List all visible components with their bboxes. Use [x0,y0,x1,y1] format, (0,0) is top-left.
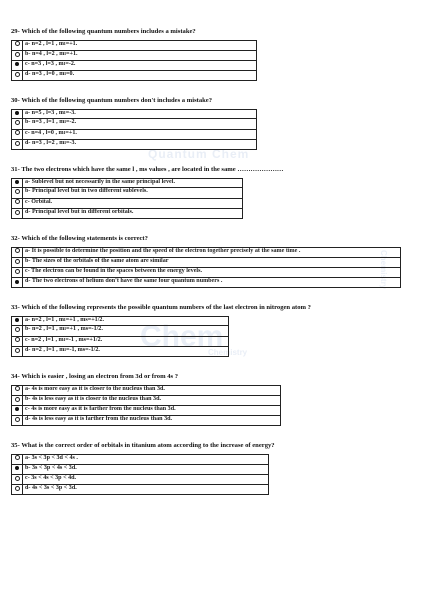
radio-empty-icon[interactable] [15,476,20,481]
option-row[interactable] [12,464,269,474]
option-label: d- n=3 , l=2 , mₗ=-3. [23,139,257,149]
option-row[interactable] [12,208,243,218]
option-row[interactable] [12,60,257,70]
option-label: a- n=5 , l=3 , mₗ=-3. [23,109,257,119]
radio-empty-icon[interactable] [15,72,20,77]
option-row[interactable] [12,474,269,484]
radio-cell[interactable] [12,50,23,60]
option-label: c- The electron can be found in the spaces between the energy levels. [23,267,401,277]
radio-empty-icon[interactable] [15,141,20,146]
option-row[interactable] [12,454,269,464]
question-34 [11,373,401,426]
question-text: 31- The two electrons which have the same l , ms values , are located in the same ………………… [11,166,284,174]
option-row[interactable] [12,188,243,198]
watermark-small: Chemistry [208,348,248,357]
option-row[interactable] [12,385,281,395]
option-row[interactable] [12,257,401,267]
option-row[interactable] [12,119,257,129]
watermark-vertical: Chemistry [379,250,388,290]
answer-options [11,454,269,496]
radio-cell[interactable] [12,257,23,267]
radio-cell[interactable] [12,267,23,277]
radio-cell[interactable] [12,316,23,326]
option-row[interactable] [12,316,229,326]
radio-cell[interactable] [12,464,23,474]
option-label: a- 3s < 3p < 3d < 4s . [23,454,269,464]
option-row[interactable] [12,415,281,425]
option-label: b- n=4 , l=2 , mₗ=+1. [23,50,257,60]
radio-cell[interactable] [12,326,23,336]
option-row[interactable] [12,247,401,257]
answer-options [11,247,401,289]
option-label: a- It is possible to determine the position and the speed of the electron together precisely at the same time . [23,247,401,257]
radio-selected-icon[interactable] [15,62,19,66]
option-row[interactable] [12,405,281,415]
answer-options [11,178,243,220]
radio-cell[interactable] [12,40,23,50]
option-row[interactable] [12,178,243,188]
question-33 [11,304,401,357]
option-label: c- 4s is more easy as it is farther from the nucleus than 3d. [23,405,281,415]
radio-empty-icon[interactable] [15,199,20,204]
radio-cell[interactable] [12,385,23,395]
option-row[interactable] [12,198,243,208]
option-label: b- n=2 , l=1 , mₗ=+1 , ms=-1/2. [23,326,229,336]
option-row[interactable] [12,50,257,60]
radio-cell[interactable] [12,415,23,425]
option-row[interactable] [12,139,257,149]
radio-cell[interactable] [12,278,23,288]
answer-options [11,109,257,151]
radio-cell[interactable] [12,395,23,405]
radio-cell[interactable] [12,139,23,149]
radio-empty-icon[interactable] [15,120,20,125]
option-label: b- The sizes of the orbitals of the same atom are similar [23,257,401,267]
option-label: b- 4s is less easy as it is closer to the nucleus than 3d. [23,395,281,405]
option-label: b- n=3 , l=1 , mₗ=-2. [23,119,257,129]
radio-empty-icon[interactable] [15,130,20,135]
radio-empty-icon[interactable] [15,41,20,46]
radio-cell[interactable] [12,454,23,464]
radio-selected-icon[interactable] [15,180,19,184]
option-row[interactable] [12,267,401,277]
option-label: c- n=4 , l=0 , mₗ=+1. [23,129,257,139]
radio-empty-icon[interactable] [15,486,20,491]
question-32 [11,235,401,288]
option-row[interactable] [12,395,281,405]
option-label: d- Principal level but in different orbitals. [23,208,243,218]
option-label: b- Principal level but in two different sublevels. [23,188,243,198]
option-row[interactable] [12,70,257,80]
radio-cell[interactable] [12,405,23,415]
radio-empty-icon[interactable] [15,386,20,391]
question-text: 30- Which of the following quantum numbers don't includes a mistake? [11,97,213,105]
option-row[interactable] [12,40,257,50]
option-row[interactable] [12,129,257,139]
option-label: d- The two electrons of helium don't have the same four quantum numbers . [23,278,401,288]
option-row[interactable] [12,346,229,356]
option-label: a- n=2 , l=1 , mₗ=+1. [23,40,257,50]
radio-selected-icon[interactable] [15,407,19,411]
option-label: c- 3s < 4s < 3p < 4d. [23,474,269,484]
option-label: a- n=2 , l=1 , mₗ=+1 , ms=+1/2. [23,316,229,326]
radio-cell[interactable] [12,336,23,346]
radio-empty-icon[interactable] [15,337,20,342]
question-29 [11,28,401,81]
watermark: Quantum Chem [148,147,250,161]
radio-cell[interactable] [12,484,23,494]
radio-empty-icon[interactable] [15,327,20,332]
option-label: c- n=3 , l=3 , mₗ=-2. [23,60,257,70]
radio-cell[interactable] [12,109,23,119]
option-label: a- 4s is more easy as it is closer to the nucleus than 3d. [23,385,281,395]
radio-selected-icon[interactable] [15,318,19,322]
radio-selected-icon[interactable] [15,466,19,470]
question-text: 34- Which is easier , losing an electron from 3d or from 4s ? [11,373,179,381]
answer-options [11,385,281,427]
question-text: 35- What is the correct order of orbitals in titanium atom according to the increase of energy? [11,442,275,450]
radio-selected-icon[interactable] [15,111,19,115]
option-row[interactable] [12,336,229,346]
radio-cell[interactable] [12,119,23,129]
radio-empty-icon[interactable] [15,397,20,402]
option-label: d- 4s < 3s < 3p < 3d. [23,484,269,494]
radio-cell[interactable] [12,346,23,356]
radio-empty-icon[interactable] [15,269,20,274]
option-label: d- n=2 , l=1 , mₗ=-1, ms=-1/2. [23,346,229,356]
option-row[interactable] [12,109,257,119]
radio-empty-icon[interactable] [15,455,20,460]
question-text: 32- Which of the following statements is correct? [11,235,148,243]
radio-cell[interactable] [12,247,23,257]
option-label: c- Orbital. [23,198,243,208]
answer-options [11,316,229,358]
radio-cell[interactable] [12,178,23,188]
question-35 [11,442,401,495]
option-label: c- n=2 , l=1 , mₗ=-1 , ms=+1/2. [23,336,229,346]
question-30 [11,97,401,150]
radio-cell[interactable] [12,70,23,80]
option-label: d- 4s is less easy as it is farther from the nucleus than 3d. [23,415,281,425]
option-row[interactable] [12,484,269,494]
option-label: d- n=3 , l=0 , mₗ=0. [23,70,257,80]
radio-cell[interactable] [12,474,23,484]
option-label: a- Sublevel but not necessarily in the same principal level. [23,178,243,188]
radio-empty-icon[interactable] [15,259,20,264]
answer-options [11,40,257,82]
radio-empty-icon[interactable] [15,248,20,253]
question-text: 29- Which of the following quantum numbers includes a mistake? [11,28,196,35]
option-label: b- 3s < 3p < 4s < 3d. [23,464,269,474]
radio-empty-icon[interactable] [15,417,20,422]
radio-empty-icon[interactable] [15,52,20,57]
option-row[interactable] [12,326,229,336]
radio-cell[interactable] [12,188,23,198]
radio-selected-icon[interactable] [15,280,19,284]
radio-empty-icon[interactable] [15,210,20,215]
option-row[interactable] [12,278,401,288]
question-text: 33- Which of the following represents the possible quantum numbers of the last electron in nitrogen atom ? [11,304,311,312]
watermark-large: Chem [140,320,224,353]
radio-cell[interactable] [12,129,23,139]
radio-empty-icon[interactable] [15,348,20,353]
radio-cell[interactable] [12,60,23,70]
question-31 [11,166,401,219]
radio-empty-icon[interactable] [15,189,20,194]
radio-cell[interactable] [12,208,23,218]
radio-cell[interactable] [12,198,23,208]
